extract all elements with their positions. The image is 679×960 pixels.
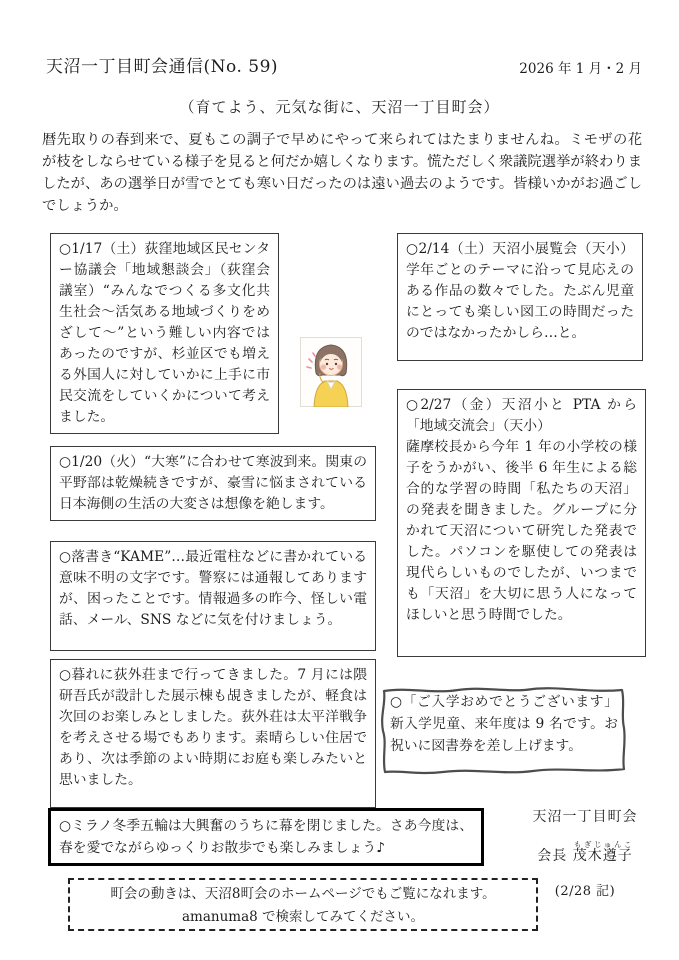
article-graffiti-box xyxy=(50,541,376,651)
signature-date-note: (2/28 記) xyxy=(554,884,616,899)
signature-role-name xyxy=(505,840,665,865)
article-feb27-heading: ○2/27（金）天沼小と PTA から「地域交流会」（天小） xyxy=(406,397,637,434)
signature-role: 会長 xyxy=(537,848,568,864)
article-feb27-box xyxy=(397,389,646,657)
article-tekigaiso-box xyxy=(50,659,376,808)
article-feb14-text: ○2/14（土）天沼小展覧会（天小）学年ごとのテーマに沿って見応えのある作品の数々でした。たぶん児童にとっても楽しい図工の時間だったのではなかったかしら…と。 xyxy=(406,241,634,341)
article-milano-text: ○ミラノ冬季五輪は大興奮のうちに幕を閉じました。さあ今度は、春を愛でながらゆっくりお散歩でも楽しみましょう♪ xyxy=(59,818,473,856)
signature-furigana: もぎじゅんこ xyxy=(572,840,633,849)
footer-homepage-box xyxy=(68,878,538,931)
article-feb27-body: 薩摩校長から今年 1 年の小学校の様子をうかがい、後半 6 年生による総合的な学習の時間「私たちの天沼」の発表を聞きました。グループに分かれて天沼について研究した発表でした。パソコンを駆使しての発表は現代らしいものでしたが、いつまでも「天沼」を大切に思う人になってほしいと思う時間でした。 xyxy=(406,439,637,623)
intro-paragraph: 暦先取りの春到来で、夏もこの調子で早めにやって来られてはたまりませんね。ミモザの花が枝をしならせている様子を見ると何だか嬉しくなります。慌ただしく衆議院選挙が終わりましたが、あの選挙日が雪でとても寒い日だったのは遠い過去のようです。皆様いかがお過ごしでしょうか。 xyxy=(42,132,642,214)
issue-date: 2026 年 1 月・2 月 xyxy=(519,61,642,77)
article-tekigaiso-text: ○暮れに荻外荘まで行ってきました。7 月には隈研吾氏が設計した展示棟も覘きましたが、軽食は次回のお楽しみとしました。荻外荘は太平洋戦争を考えさせる場でもあります。素晴らしい住居であり、次は季節のよい時期にお庭も楽しみたいと思いました。 xyxy=(59,667,367,788)
article-feb14-box xyxy=(397,233,643,361)
article-jan20-text: ○1/20（火）“大寒”に合わせて寒波到来。関東の平野部は乾燥続きですが、豪雪に悩まされている日本海側の生活の大変さは想像を絶します。 xyxy=(59,454,367,512)
footer-line1: 町会の動きは、天沼8町会のホームページでもご覧になれます。 xyxy=(110,886,496,902)
signature-name: 茂木遵子 xyxy=(572,848,633,864)
article-nyugaku-text: ○「ご入学おめでとうございます」新入学児童、来年度は 9 名です。お祝いに図書券を差し上げます。 xyxy=(390,694,618,754)
woman-waving-clipart-icon xyxy=(300,337,362,407)
article-nyugaku-box xyxy=(378,683,630,778)
signature-organization: 天沼一丁目町会 xyxy=(532,809,638,825)
signature-name-ruby xyxy=(572,840,633,864)
article-jan20-box xyxy=(50,446,376,521)
article-graffiti-text: ○落書き“KAME”…最近電柱などに書かれている意味不明の文字です。警察には通報してありますが、困ったことです。情報過多の昨今、怪しい電話、メール、SNS などに気を付けましょう。 xyxy=(59,549,367,628)
article-milano-box xyxy=(48,808,484,866)
article-jan17-box xyxy=(50,233,279,434)
footer-line2: amanuma8 で検索してみてください。 xyxy=(181,909,425,925)
page-title: 天沼一丁目町会通信(No. 59) xyxy=(46,57,279,77)
page-subtitle: （育てよう、元気な街に、天沼一丁目町会） xyxy=(179,98,500,116)
article-jan17-text: ○1/17（土）荻窪地域区民センター協議会「地域懇談会」（荻窪会議室）“みんなでつくる多文化共生社会～活気ある地域づくりをめざして～”という難しい内容ではあったのですが、杉並区でも増える外国人に対していかに上手に市民交流をしていくかについて考えました。 xyxy=(59,241,270,425)
